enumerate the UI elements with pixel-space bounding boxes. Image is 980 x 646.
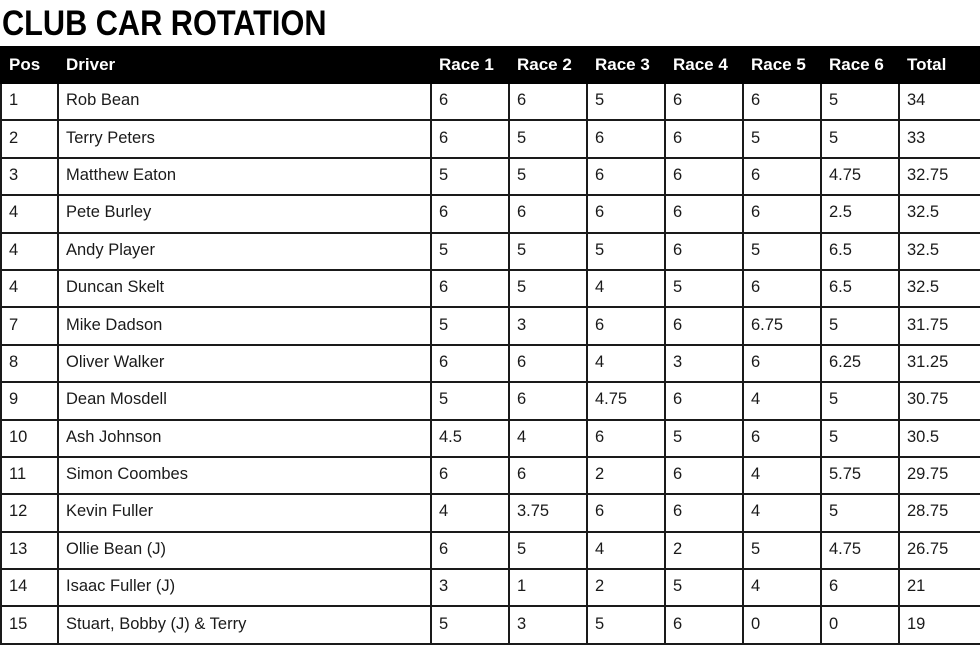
cell-race-3: 2	[587, 569, 665, 606]
cell-race-2: 3	[509, 606, 587, 643]
cell-driver: Dean Mosdell	[58, 382, 431, 419]
cell-race-1: 6	[431, 457, 509, 494]
cell-driver: Kevin Fuller	[58, 494, 431, 531]
cell-pos: 7	[1, 307, 58, 344]
cell-race-2: 3.75	[509, 494, 587, 531]
table-row	[1, 307, 980, 344]
cell-race-5: 6	[743, 270, 821, 307]
cell-race-2: 5	[509, 158, 587, 195]
cell-total: 32.5	[899, 195, 980, 232]
cell-race-5: 6	[743, 345, 821, 382]
cell-driver: Isaac Fuller (J)	[58, 569, 431, 606]
cell-race-2: 4	[509, 420, 587, 457]
cell-pos: 4	[1, 233, 58, 270]
cell-race-2: 3	[509, 307, 587, 344]
cell-pos: 8	[1, 345, 58, 382]
cell-race-1: 5	[431, 606, 509, 643]
cell-race-1: 6	[431, 270, 509, 307]
cell-race-1: 6	[431, 345, 509, 382]
table-body	[1, 83, 980, 644]
cell-race-6: 4.75	[821, 532, 899, 569]
table-row	[1, 382, 980, 419]
table-row	[1, 345, 980, 382]
cell-race-5: 4	[743, 382, 821, 419]
cell-race-4: 5	[665, 569, 743, 606]
cell-race-5: 4	[743, 569, 821, 606]
cell-race-3: 4	[587, 345, 665, 382]
cell-race-3: 6	[587, 420, 665, 457]
cell-race-3: 6	[587, 195, 665, 232]
cell-race-5: 0	[743, 606, 821, 643]
cell-race-3: 6	[587, 120, 665, 157]
cell-race-5: 5	[743, 233, 821, 270]
cell-race-6: 6.5	[821, 270, 899, 307]
cell-race-3: 4	[587, 532, 665, 569]
cell-race-6: 5	[821, 382, 899, 419]
cell-race-4: 5	[665, 270, 743, 307]
cell-pos: 14	[1, 569, 58, 606]
cell-pos: 9	[1, 382, 58, 419]
cell-race-4: 6	[665, 158, 743, 195]
cell-race-4: 3	[665, 345, 743, 382]
cell-total: 19	[899, 606, 980, 643]
cell-total: 32.5	[899, 233, 980, 270]
table-row	[1, 233, 980, 270]
cell-race-6: 2.5	[821, 195, 899, 232]
cell-race-6: 5.75	[821, 457, 899, 494]
cell-race-6: 4.75	[821, 158, 899, 195]
cell-driver: Ash Johnson	[58, 420, 431, 457]
cell-driver: Terry Peters	[58, 120, 431, 157]
column-header-race-3: Race 3	[587, 47, 665, 83]
cell-race-1: 3	[431, 569, 509, 606]
header-row	[1, 47, 980, 83]
cell-race-1: 5	[431, 307, 509, 344]
cell-driver: Duncan Skelt	[58, 270, 431, 307]
table-row	[1, 606, 980, 643]
table-row	[1, 457, 980, 494]
cell-total: 29.75	[899, 457, 980, 494]
cell-total: 21	[899, 569, 980, 606]
cell-race-1: 5	[431, 233, 509, 270]
cell-race-3: 5	[587, 606, 665, 643]
cell-race-4: 6	[665, 382, 743, 419]
table-row	[1, 532, 980, 569]
table-row	[1, 83, 980, 120]
column-header-total: Total	[899, 47, 980, 83]
cell-race-3: 6	[587, 307, 665, 344]
cell-race-4: 6	[665, 83, 743, 120]
cell-race-2: 6	[509, 83, 587, 120]
cell-race-1: 6	[431, 120, 509, 157]
cell-pos: 4	[1, 195, 58, 232]
cell-race-5: 5	[743, 120, 821, 157]
cell-race-5: 5	[743, 532, 821, 569]
cell-race-6: 5	[821, 83, 899, 120]
cell-race-1: 6	[431, 532, 509, 569]
page-title: CLUB CAR ROTATION	[2, 2, 327, 43]
cell-race-2: 6	[509, 345, 587, 382]
cell-race-3: 4	[587, 270, 665, 307]
cell-race-5: 4	[743, 457, 821, 494]
cell-pos: 4	[1, 270, 58, 307]
cell-race-5: 6	[743, 83, 821, 120]
table-row	[1, 158, 980, 195]
cell-race-4: 5	[665, 420, 743, 457]
cell-race-1: 5	[431, 158, 509, 195]
cell-total: 26.75	[899, 532, 980, 569]
cell-race-6: 5	[821, 420, 899, 457]
cell-race-3: 2	[587, 457, 665, 494]
cell-race-6: 5	[821, 494, 899, 531]
cell-race-6: 5	[821, 307, 899, 344]
table-row	[1, 569, 980, 606]
cell-race-5: 6.75	[743, 307, 821, 344]
cell-race-3: 6	[587, 494, 665, 531]
cell-race-2: 5	[509, 233, 587, 270]
cell-race-1: 6	[431, 195, 509, 232]
cell-total: 30.5	[899, 420, 980, 457]
table-row	[1, 120, 980, 157]
cell-total: 32.5	[899, 270, 980, 307]
cell-race-3: 6	[587, 158, 665, 195]
cell-race-2: 5	[509, 120, 587, 157]
cell-race-3: 5	[587, 83, 665, 120]
cell-race-2: 6	[509, 457, 587, 494]
cell-pos: 3	[1, 158, 58, 195]
cell-race-1: 4.5	[431, 420, 509, 457]
column-header-pos: Pos	[1, 47, 58, 83]
cell-pos: 12	[1, 494, 58, 531]
cell-total: 30.75	[899, 382, 980, 419]
cell-race-6: 5	[821, 120, 899, 157]
column-header-driver: Driver	[58, 47, 431, 83]
cell-total: 31.25	[899, 345, 980, 382]
cell-race-3: 5	[587, 233, 665, 270]
cell-driver: Oliver Walker	[58, 345, 431, 382]
cell-driver: Simon Coombes	[58, 457, 431, 494]
cell-race-1: 6	[431, 83, 509, 120]
cell-driver: Andy Player	[58, 233, 431, 270]
cell-race-2: 6	[509, 195, 587, 232]
cell-driver: Rob Bean	[58, 83, 431, 120]
cell-race-5: 6	[743, 420, 821, 457]
cell-race-3: 4.75	[587, 382, 665, 419]
cell-race-2: 5	[509, 270, 587, 307]
column-header-race-1: Race 1	[431, 47, 509, 83]
cell-race-4: 6	[665, 195, 743, 232]
table-row	[1, 494, 980, 531]
cell-driver: Matthew Eaton	[58, 158, 431, 195]
cell-driver: Mike Dadson	[58, 307, 431, 344]
column-header-race-5: Race 5	[743, 47, 821, 83]
column-header-race-6: Race 6	[821, 47, 899, 83]
cell-race-1: 5	[431, 382, 509, 419]
column-header-race-4: Race 4	[665, 47, 743, 83]
cell-total: 32.75	[899, 158, 980, 195]
cell-race-2: 1	[509, 569, 587, 606]
cell-race-1: 4	[431, 494, 509, 531]
cell-race-4: 6	[665, 494, 743, 531]
table-row	[1, 195, 980, 232]
cell-race-6: 6	[821, 569, 899, 606]
cell-race-4: 6	[665, 457, 743, 494]
cell-driver: Stuart, Bobby (J) & Terry	[58, 606, 431, 643]
table-row	[1, 270, 980, 307]
cell-pos: 10	[1, 420, 58, 457]
results-table	[0, 46, 980, 645]
cell-race-2: 6	[509, 382, 587, 419]
cell-race-4: 6	[665, 606, 743, 643]
cell-pos: 11	[1, 457, 58, 494]
cell-total: 31.75	[899, 307, 980, 344]
cell-race-6: 6.25	[821, 345, 899, 382]
cell-race-4: 6	[665, 307, 743, 344]
cell-pos: 1	[1, 83, 58, 120]
table-row	[1, 420, 980, 457]
cell-race-5: 4	[743, 494, 821, 531]
cell-race-4: 6	[665, 120, 743, 157]
cell-race-6: 6.5	[821, 233, 899, 270]
cell-driver: Ollie Bean (J)	[58, 532, 431, 569]
cell-total: 28.75	[899, 494, 980, 531]
column-header-race-2: Race 2	[509, 47, 587, 83]
cell-total: 33	[899, 120, 980, 157]
cell-driver: Pete Burley	[58, 195, 431, 232]
cell-race-2: 5	[509, 532, 587, 569]
cell-race-4: 2	[665, 532, 743, 569]
cell-total: 34	[899, 83, 980, 120]
cell-pos: 2	[1, 120, 58, 157]
cell-race-5: 6	[743, 158, 821, 195]
cell-race-4: 6	[665, 233, 743, 270]
cell-pos: 13	[1, 532, 58, 569]
cell-race-6: 0	[821, 606, 899, 643]
cell-pos: 15	[1, 606, 58, 643]
cell-race-5: 6	[743, 195, 821, 232]
